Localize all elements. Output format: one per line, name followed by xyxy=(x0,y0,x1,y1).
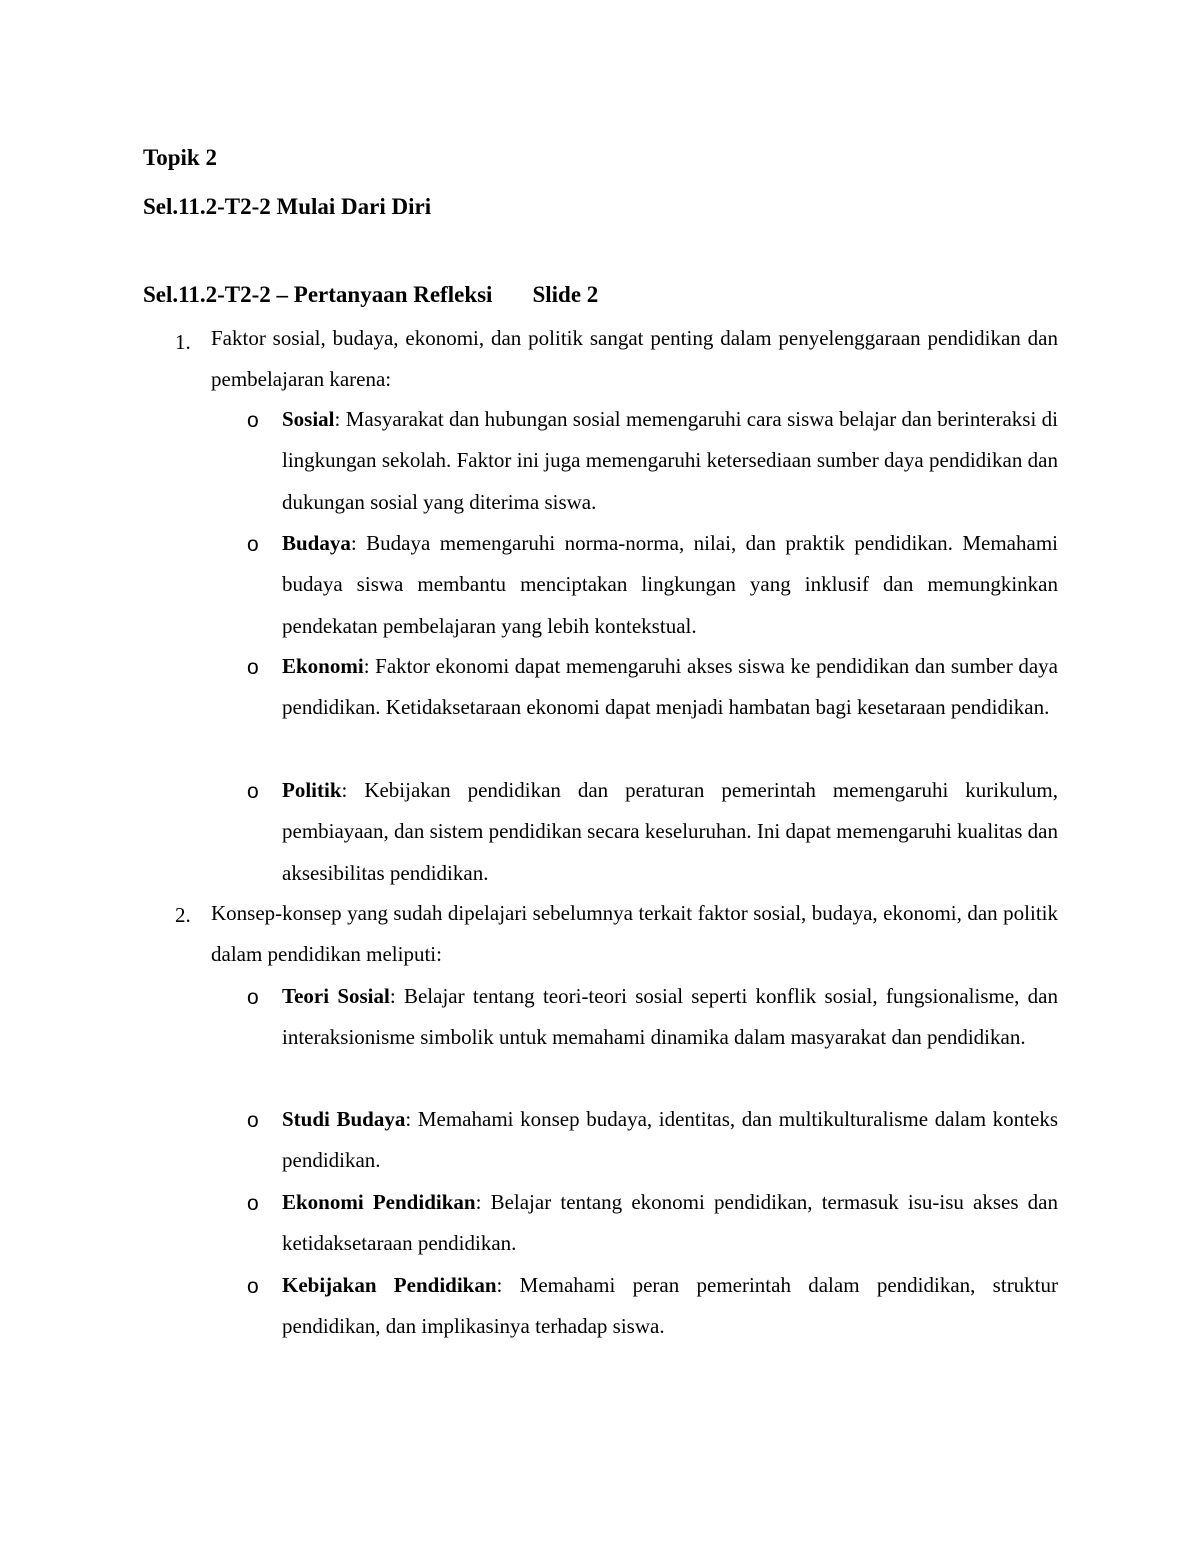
sub-item-term: Teori Sosial xyxy=(282,984,390,1008)
bullet-marker: o xyxy=(247,1109,259,1132)
sub-item-text: : Faktor ekonomi dapat memengaruhi akses siswa ke pendidikan dan sumber daya pendidikan. Ketidaksetaraan ekonomi dapat menjadi hambatan bagi kesetaraan pendidikan. xyxy=(282,654,1058,720)
subtitle-heading: Sel.11.2-T2-2 Mulai Dari Diri xyxy=(143,194,432,219)
sub-item-text: : Memahami konsep budaya, identitas, dan multikulturalisme dalam konteks pendidikan. xyxy=(282,1107,1058,1173)
sub-item-text: : Masyarakat dan hubungan sosial memengaruhi cara siswa belajar dan berinteraksi di lingkungan sekolah. Faktor ini juga memengaruhi ketersediaan sumber daya pendidikan dan dukungan sosial yang diterima siswa. xyxy=(282,407,1058,514)
sub-item-text: : Kebijakan pendidikan dan peraturan pemerintah memengaruhi kurikulum, pembiayaan, dan sistem pendidikan secara keseluruhan. Ini dapat memengaruhi kualitas dan aksesibilitas pendidikan. xyxy=(282,778,1058,885)
sub-item-kebijakan-pendidikan xyxy=(282,1265,1058,1348)
sub-item-studi-budaya xyxy=(282,1099,1058,1182)
bullet-marker: o xyxy=(247,1192,259,1215)
bullet-marker: o xyxy=(247,409,259,432)
sub-item-politik xyxy=(282,770,1058,894)
bullet-marker: o xyxy=(247,780,259,803)
sub-item-term: Kebijakan Pendidikan xyxy=(282,1273,497,1297)
sub-item-term: Sosial xyxy=(282,407,335,431)
bullet-marker: o xyxy=(247,656,259,679)
sub-item-text: : Belajar tentang ekonomi pendidikan, termasuk isu-isu akses dan ketidaksetaraan pendidikan. xyxy=(282,1190,1059,1256)
sub-item-term: Studi Budaya xyxy=(282,1107,406,1131)
sub-item-ekonomi xyxy=(282,646,1058,729)
sub-item-budaya xyxy=(282,523,1058,647)
section-heading xyxy=(143,280,598,310)
bullet-marker: o xyxy=(247,986,259,1009)
section-heading-slide: Slide 2 xyxy=(532,282,599,307)
sub-item-text: : Budaya memengaruhi norma-norma, nilai, dan praktik pendidikan. Memahami budaya siswa membantu menciptakan lingkungan yang inklusif dan memungkinkan pendekatan pembelajaran yang lebih kontekstual. xyxy=(282,531,1058,638)
sub-item-term: Ekonomi xyxy=(282,654,364,678)
sub-item-teori-sosial xyxy=(282,976,1058,1059)
list-item-number: 1. xyxy=(175,330,191,354)
bullet-marker: o xyxy=(247,1275,259,1298)
sub-item-sosial xyxy=(282,399,1058,523)
sub-item-text: : Belajar tentang teori-teori sosial seperti konflik sosial, fungsionalisme, dan interaksionisme simbolik untuk memahami dinamika dalam masyarakat dan pendidikan. xyxy=(282,984,1059,1050)
topic-heading: Topik 2 xyxy=(143,145,217,170)
bullet-marker: o xyxy=(247,533,259,556)
sub-item-term: Budaya xyxy=(282,531,351,555)
list-item-text: Faktor sosial, budaya, ekonomi, dan politik sangat penting dalam penyelenggaraan pendidikan dan pembelajaran karena: xyxy=(211,326,1058,392)
sub-item-term: Ekonomi Pendidikan xyxy=(282,1190,476,1214)
sub-item-term: Politik xyxy=(282,778,342,802)
sub-item-ekonomi-pendidikan xyxy=(282,1182,1058,1265)
list-item-number: 2. xyxy=(175,903,191,927)
section-heading-title: Sel.11.2-T2-2 – Pertanyaan Refleksi xyxy=(143,282,493,307)
list-item-text: Konsep-konsep yang sudah dipelajari sebelumnya terkait faktor sosial, budaya, ekonomi, dan politik dalam pendidikan meliputi: xyxy=(211,901,1058,967)
sub-item-text: : Memahami peran pemerintah dalam pendidikan, struktur pendidikan, dan implikasinya terhadap siswa. xyxy=(282,1273,1059,1339)
